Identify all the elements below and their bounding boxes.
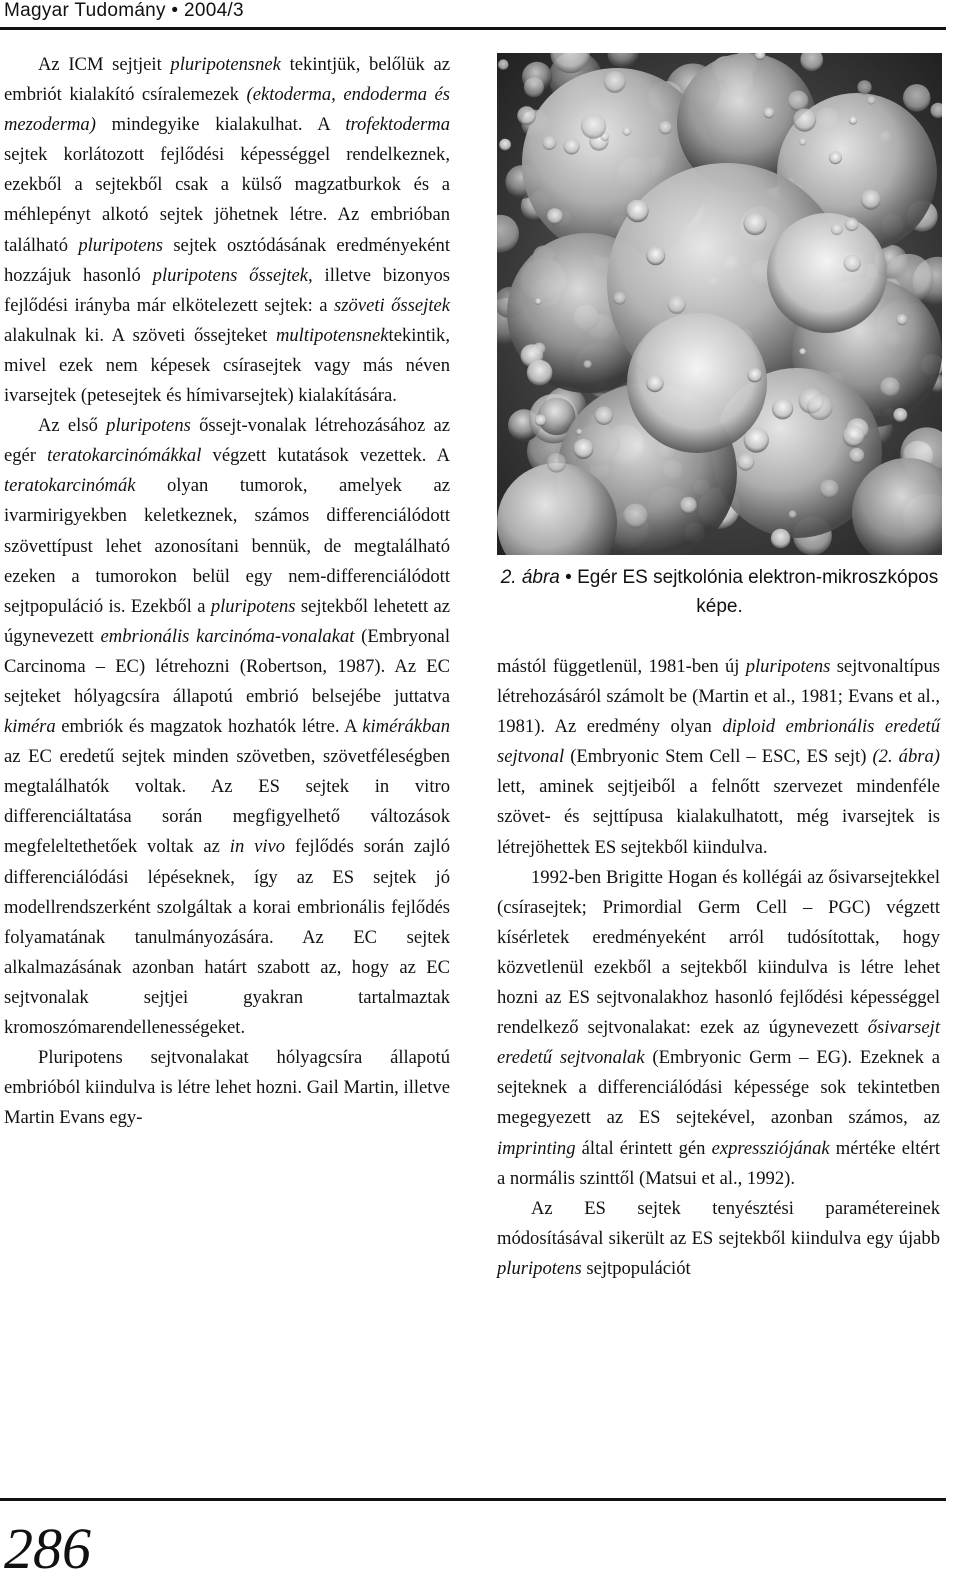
italic-run: in vivo [229, 836, 286, 858]
right-paragraph-3 [497, 1194, 940, 1284]
text-run: sejtek korlátozott fejlődési képességgel rendelkeznek, ezekből a sejtekből csak a külső magzatburkok és a méhlepényt alkotó sejtek jöhetnek létre. Az embrióban található [4, 144, 450, 256]
text-run: tekintik, mivel ezek nem képesek csírasejtek vagy más néven ivarsejtek (petesejtek és hímivarsejtek) kialakítására. [4, 324, 450, 407]
text-run: Pluripotens sejtvonalakat hólyagcsíra állapotú embrióból kiindulva is létre lehet hozni. Gail Martin, illetve Martin Evans egy- [4, 1047, 450, 1129]
text-run: sejtvonaltípus létrehozásáról számolt be (Martin et al., 1981; Evans et al., 1981). Az eredmény olyan [497, 656, 940, 738]
italic-run: (2. ábra) [872, 746, 940, 768]
left-paragraph-2 [4, 411, 450, 1043]
italic-run: (ektoderma, endoderma és mezoderma) [4, 84, 451, 136]
footer-rule [0, 1498, 946, 1501]
caption-text: Egér ES sejtkolónia elektron-mikroszkópos képe. [577, 567, 939, 617]
page-number: 286 [4, 1516, 91, 1581]
italic-run: teratokarcinómák [4, 475, 136, 497]
text-run: őssejt-vonalak létrehozásához az egér [4, 415, 450, 467]
italic-run: kiméra [4, 716, 56, 738]
text-run: Az ES sejtek tenyésztési paramétereinek módosításával sikerült az ES sejtekből kiindulva egy újabb [497, 1197, 940, 1249]
text-run: mástól függetlenül, 1981-ben új [497, 656, 746, 677]
text-run: alakulnak ki. A szöveti őssejteket [4, 324, 276, 346]
italic-run: pluripotens [210, 595, 296, 617]
italic-run: pluripotens [106, 415, 191, 437]
italic-run: imprinting [497, 1137, 576, 1159]
text-run: végzett kutatások vezettek. A [201, 445, 450, 467]
italic-run: pluripotens [497, 1257, 582, 1279]
text-run: Az ICM sejtjeit [38, 54, 171, 75]
text-run: az EC eredetű sejtek minden szövetben, szövetféleségben megtalálhatók voltak. Az ES sejtek in vitro differenciáltatása során megfigyelhető változások megfeleltethetőek voltak az [4, 746, 450, 858]
right-paragraph-1 [497, 652, 940, 863]
text-run: mindegyike kialakulhat. A [95, 114, 346, 136]
left-paragraph-3 [4, 1043, 450, 1133]
italic-run: diploid embrionális eredetű sejtvonal [497, 716, 940, 768]
text-run: tekintjük, belőlük az embriót kialakító csíralemezek [4, 54, 450, 106]
text-run: (Embryonic Stem Cell – ESC, ES sejt) [564, 746, 873, 768]
text-run: sejtek osztódásának eredményeként hozzájuk hasonló [4, 234, 450, 286]
text-run: sejtpopulációt [581, 1257, 691, 1279]
italic-run: pluripotens [78, 234, 164, 256]
right-column [497, 652, 940, 1284]
text-run: mértéke eltért a normális szinttől (Matsui et al., 1992). [497, 1137, 940, 1189]
text-run: illetve bizonyos fejlődési irányba már elkötelezett sejtek: a [4, 264, 450, 316]
left-paragraph-1 [4, 50, 450, 411]
italic-run: teratokarcinómákkal [47, 445, 202, 467]
header-rule [0, 27, 946, 30]
text-run: (Embryonic Germ – EG). Ezeknek a sejteknek a differenciálódási képessége sok tekintetben megegyezett az ES sejtekével, azonban számos, az [497, 1047, 940, 1129]
text-run: 1992-ben Brigitte Hogan és kollégái az ősivarsejtekkel (csírasejtek; Primordial Germ Cell – PGC) végzett kísérletek eredményeként arról tudósítottak, hogy közvetlenül ezekből a sejtekből kiindulva is létre lehet hozni az ES sejtvonalakhoz hasonló fejlődési képességgel rendelkező sejtvonalakat: ezek az úgynevezett [497, 866, 940, 1039]
text-run: sejtekből lehetett az úgynevezett [4, 595, 450, 647]
text-run: embriók és magzatok hozhatók létre. A [55, 716, 363, 738]
text-run: fejlődés során zajló differenciálódási lépéseknek, így az ES sejtek jó modellrendszerként szolgáltak a korai embrionális fejlődés folyamatának tanulmányozására. Az EC sejtek alkalmazásának azonban határt szabott az, hogy az EC sejtvonalak sejtjei gyakran tartalmaztak kromoszómarendellenességeket. [4, 836, 450, 1038]
italic-run: expressziójának [711, 1137, 830, 1159]
caption-bullet: • [559, 567, 578, 588]
text-run: olyan tumorok, amelyek az ivarmirigyekben keletkeznek, számos differenciálódott szövettípust lehet azonosítani bennük, de megtalálható ezeken a tumorokon belül egy nem-differenciálódott sejtpopuláció is. Ezekből a [4, 475, 450, 617]
text-run: által érintett gén [575, 1137, 712, 1159]
italic-run: pluripotensnek [170, 54, 281, 75]
journal-header: Magyar Tudomány • 2004/3 [4, 0, 244, 21]
italic-run: pluripotens [745, 656, 831, 677]
italic-run: kimérákban [362, 716, 450, 738]
text-run: (Embryonal Carcinoma – EC) létrehozni (Robertson, 1987). Az EC sejteket hólyagcsíra állapotú embrió belsejébe juttatva [4, 625, 450, 707]
right-paragraph-2 [497, 863, 940, 1194]
left-column [4, 50, 450, 1133]
text-run: Az első [38, 415, 107, 437]
italic-run: embrionális karcinóma-vonalakat [100, 625, 355, 647]
figure-caption [497, 563, 942, 621]
italic-run: ősivarsejt eredetű sejtvonalak [497, 1017, 940, 1069]
italic-run: multipotensnek [275, 324, 389, 346]
micrograph-image [497, 53, 942, 555]
italic-run: trofektoderma [345, 114, 450, 136]
italic-run: szöveti őssejtek [334, 294, 450, 316]
text-run: lett, aminek sejtjeiből a felnőtt szervezet mindenféle szövet- és sejttípusa kialakulhatott, még ivarsejtek is létrejöhettek ES sejtekből kiindulva. [497, 776, 940, 858]
caption-figure-number: 2. ábra [500, 567, 560, 588]
electron-micrograph-figure [497, 53, 942, 555]
italic-run: pluripotens őssejtek, [152, 264, 313, 286]
